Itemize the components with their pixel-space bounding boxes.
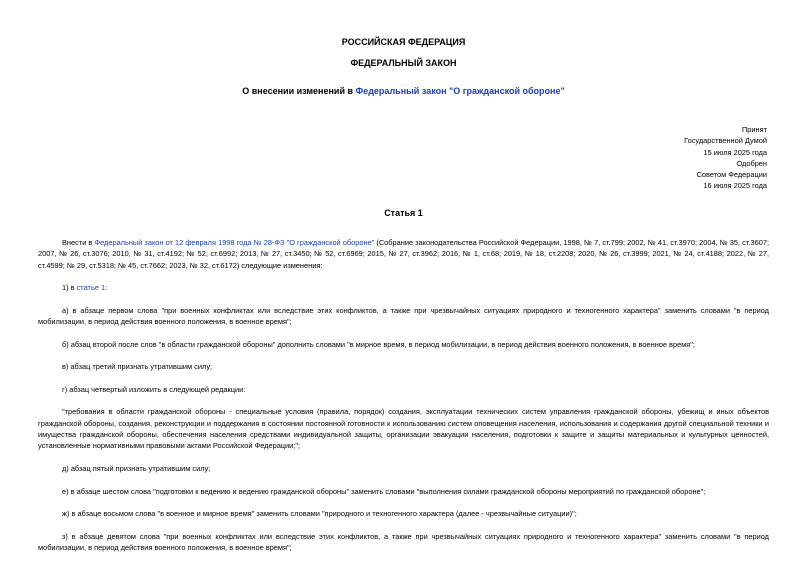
law-title: [0, 86, 807, 97]
paragraph-zh: ж) в абзаце восьмом слова "в военное и мирное время" заменить словами "природного и техногенного характера (далее - чрезвычайные ситуации)";: [62, 509, 577, 519]
item-1-prefix: 1) в: [62, 283, 77, 293]
paragraph-d: д) абзац пятый признать утратившим силу;: [62, 463, 211, 473]
approved-label: Одобрен: [736, 158, 767, 168]
item-1-suffix: :: [105, 283, 108, 293]
paragraph-a: а) в абзаце первом слова "при военных конфликтах или вследствие этих конфликтов, а также при чрезвычайных ситуациях природного и техногенного характера" заменить словами "в период мобилизации, в период действия военного положения, в военное время";: [38, 305, 769, 327]
article-body: [38, 237, 769, 553]
intro-paragraph: [38, 237, 769, 271]
intro-prefix: Внести в: [62, 238, 95, 247]
adopted-label: Принят: [741, 125, 767, 134]
article-title: Статья 1: [384, 208, 423, 218]
adopted-by: Государственной Думой: [684, 136, 767, 146]
law-type-heading: ФЕДЕРАЛЬНЫЙ ЗАКОН: [350, 58, 457, 68]
article-1-link[interactable]: статье 1: [76, 283, 106, 293]
paragraph-g: г) абзац четвертый изложить в следующей редакции:: [62, 384, 246, 394]
intro-law-link[interactable]: Федеральный закон от 12 февраля 1998 года № 28-ФЗ "О гражданской обороне": [94, 238, 375, 247]
country-heading: РОССИЙСКАЯ ФЕДЕРАЦИЯ: [341, 37, 466, 47]
law-title-link[interactable]: Федеральный закон "О гражданской обороне": [355, 86, 565, 96]
approved-by: Советом Федерации: [696, 170, 767, 180]
paragraph-b: б) абзац второй после слов "в области гражданской обороны" дополнить словами "в мирное время, в период мобилизации, в период действия военного положения, в военное время";: [62, 339, 695, 349]
item-1: [38, 282, 769, 293]
law-title-prefix: О внесении изменений в: [242, 86, 356, 96]
adopted-date: 15 июля 2025 года: [703, 147, 767, 157]
approved-date: 16 июля 2025 года: [703, 181, 767, 191]
paragraph-v: в) абзац третий признать утратившим силу;: [62, 362, 213, 372]
paragraph-e: е) в абзаце шестом слова "подготовки к ведению и ведению гражданской обороны" заменить словами "выполнения силами гражданской обороны мероприятий по гражданской обороне";: [62, 486, 706, 496]
paragraph-quote: "требования в области гражданской обороны - специальные условия (правила, порядок) создания, эксплуатации технических систем управления гражданской обороны, убежищ и иных объектов гражданской обороны, создания, реконструкции и поддержания в состоянии постоянной готовности к использованию систем оповещения населения, использования и содержания другой специальной техники и имущества гражданской обороны, обеспечения населения средствами индивидуальной защиты, организации эвакуации населения, подготовки к защите и защиты материальных и культурных ценностей, установленные нормативными правовыми актами Российской Федерации;";: [38, 407, 769, 451]
paragraph-z: з) в абзаце девятом слова "при военных конфликтах или вследствие этих конфликтов, а также при чрезвычайных ситуациях природного и техногенного характера" заменить словами "в период мобилизации, в период действия военного положения, в военное время";: [38, 531, 769, 553]
adoption-block: [684, 124, 767, 192]
intro-suffix: (Собрание законодательства Российской Федерации, 1998, № 7, ст.799; 2002, № 41, ст.3970; 2004, № 35, ст.3607; 2007, № 26, ст.3076; 2010, № 31, ст.4192; № 52, ст.6992; 2013, № 27, ст.3450; № 52, ст.6969; 2015, № 27, ст.3962; 2016, № 1, ст.68; 2019, № 18, ст.2208; 2020, № 26, ст.3999; 2021, № 24, ст.4188; 2022, № 27, ст.4599; № 29, ст.5318; № 45, ст.7662; 2023, № 32, ст.6172) следующие изменения:: [38, 238, 769, 270]
